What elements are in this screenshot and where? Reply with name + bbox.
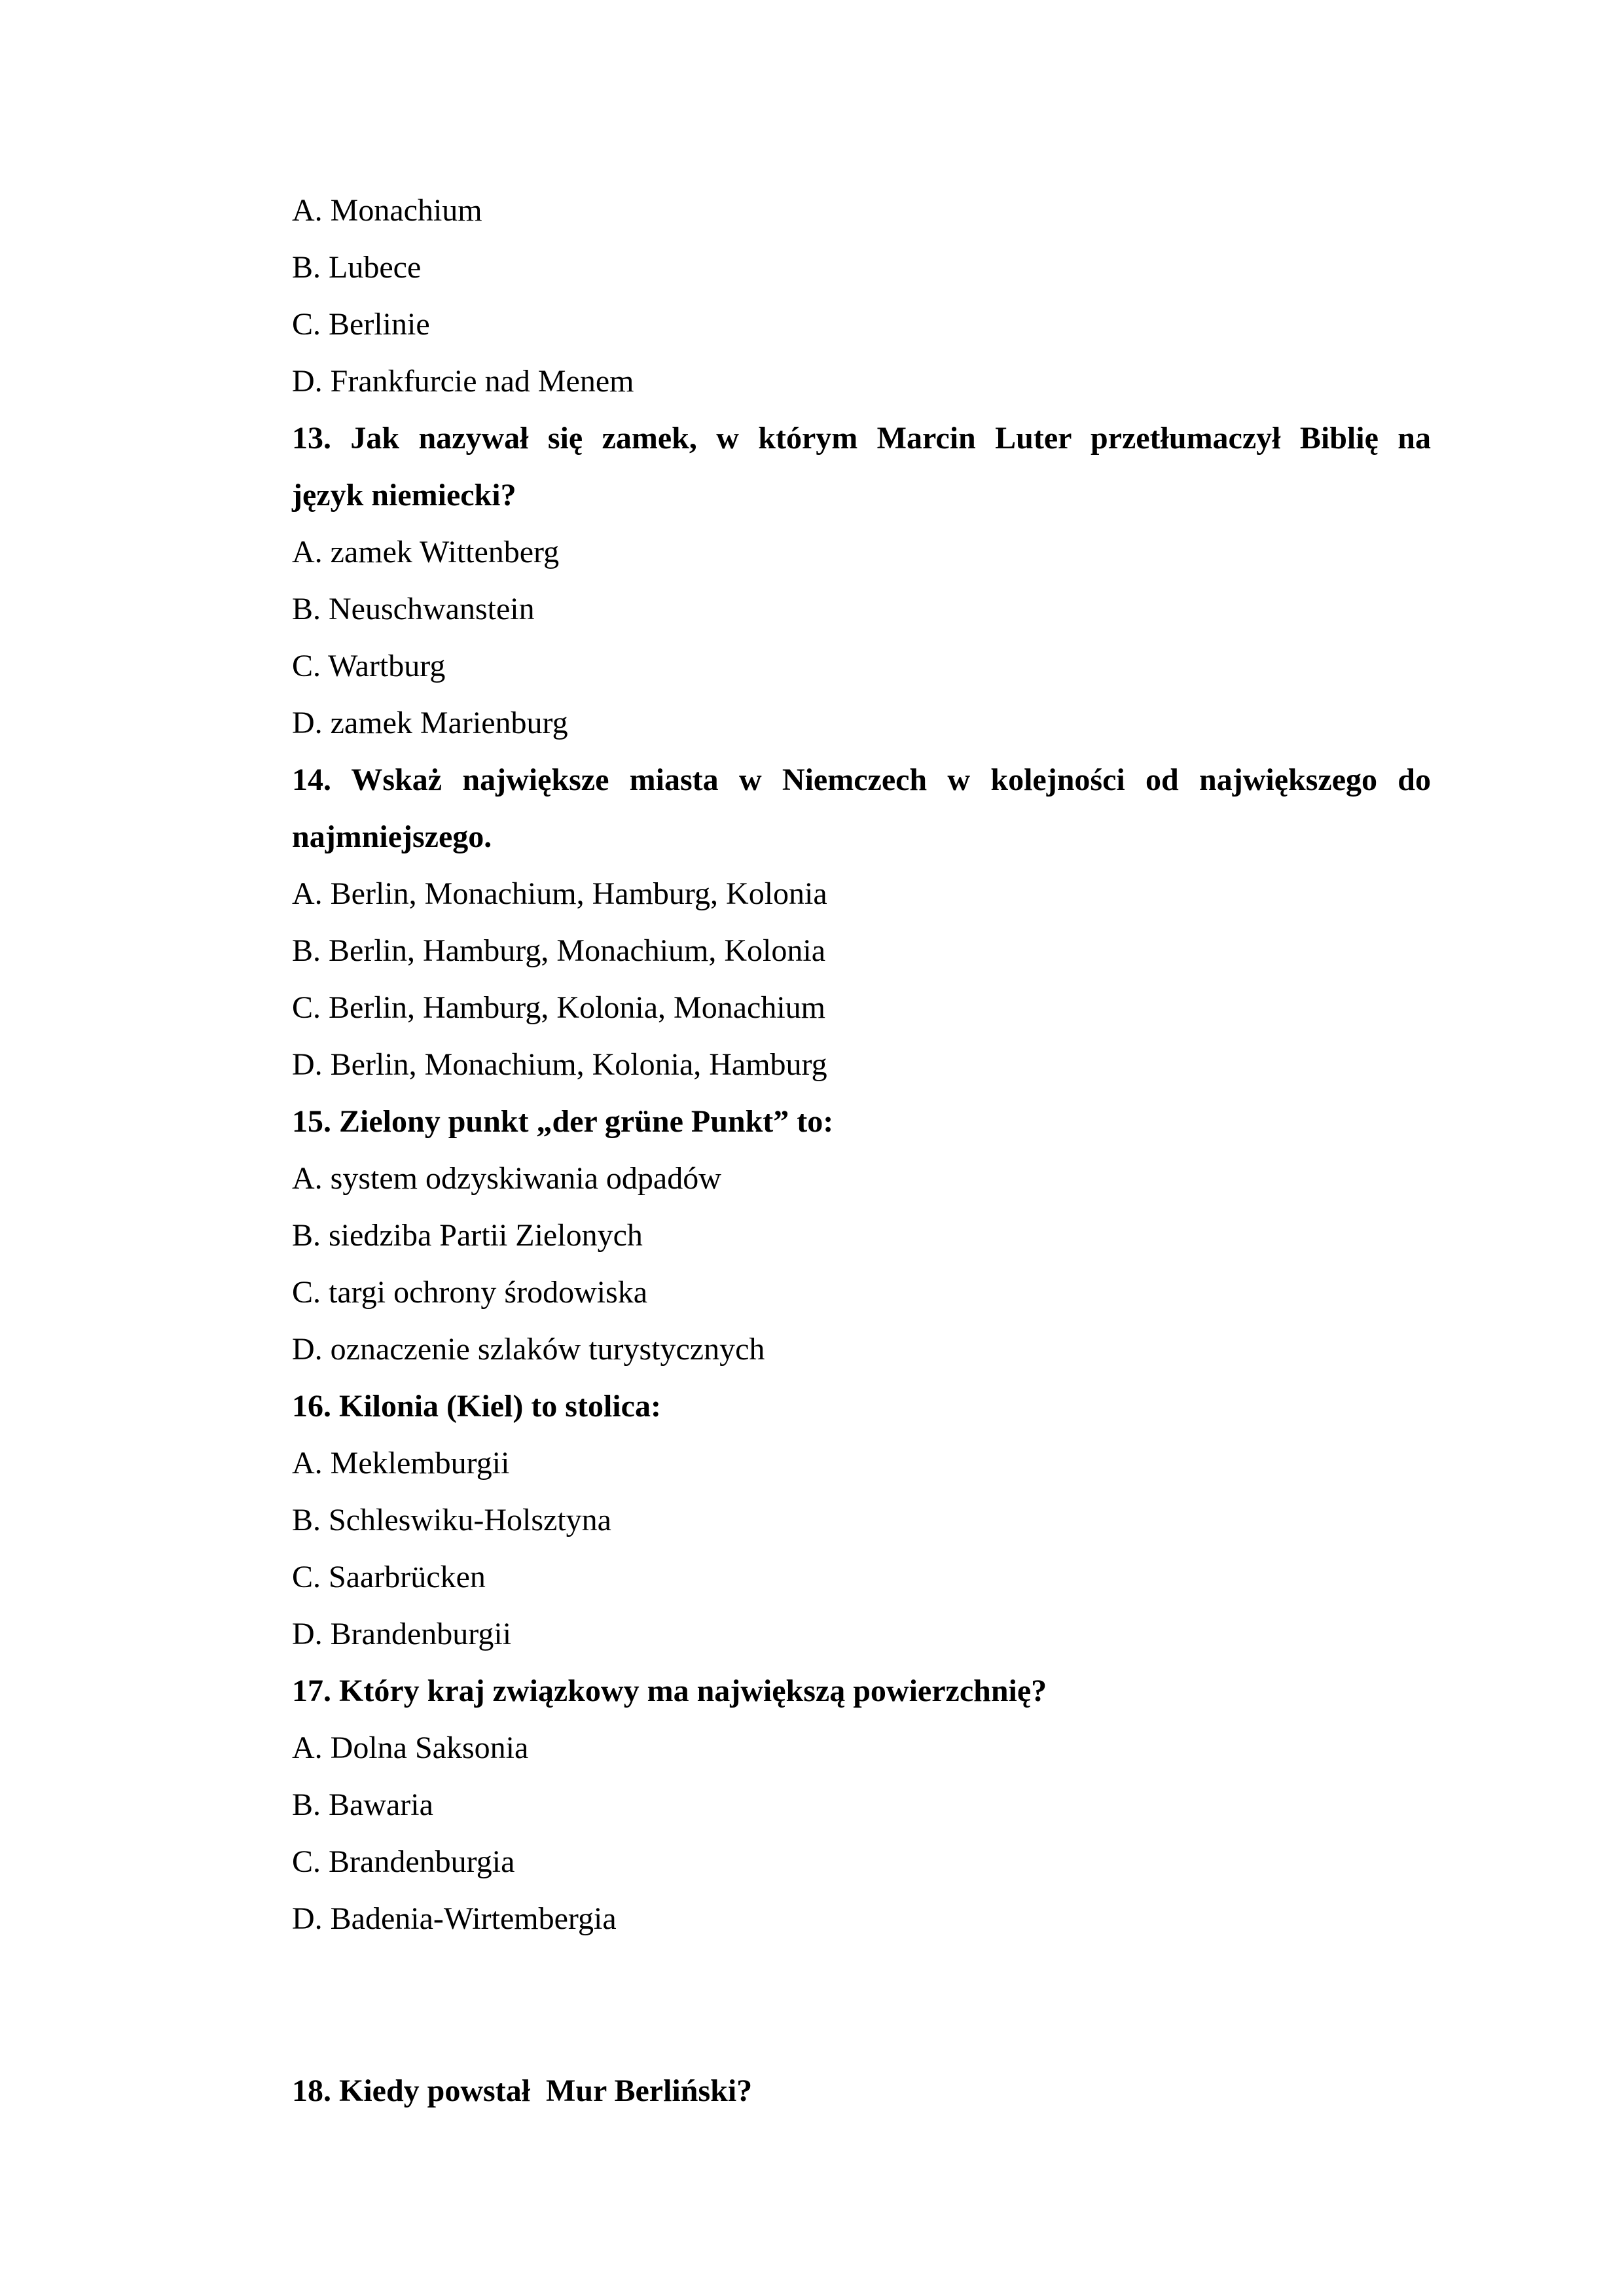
option-c: C. Berlin, Hamburg, Kolonia, Monachium [292,990,826,1025]
option-b: B. Neuschwanstein [292,592,535,626]
option-d: D. Brandenburgii [292,1617,512,1651]
question-16: 16. Kilonia (Kiel) to stolica: [292,1389,661,1424]
question-14-line1: 14. Wskaż największe miasta w Niemczech w kolejności od największego do [292,762,1431,797]
question-13-line1: 13. Jak nazywał się zamek, w którym Marcin Luter przetłumaczył Biblię na [292,421,1431,456]
option-d: D. Badenia-Wirtembergia [292,1901,617,1936]
option-b: B. siedziba Partii Zielonych [292,1218,643,1253]
option-c: C. Brandenburgia [292,1844,515,1879]
option-b: B. Bawaria [292,1787,433,1822]
option-c: C. Wartburg [292,649,446,683]
option-c: C. Saarbrücken [292,1560,486,1594]
option-b: B. Lubece [292,250,422,285]
option-a: A. Dolna Saksonia [292,1731,529,1765]
option-c: C. targi ochrony środowiska [292,1275,648,1310]
option-c: C. Berlinie [292,307,430,342]
question-18: 18. Kiedy powstał Mur Berliński? [292,2073,753,2108]
option-a: A. Monachium [292,193,482,228]
option-b: B. Schleswiku-Holsztyna [292,1503,611,1537]
option-d: D. Frankfurcie nad Menem [292,364,634,399]
question-15: 15. Zielony punkt „der grüne Punkt” to: [292,1104,834,1139]
option-a: A. system odzyskiwania odpadów [292,1161,721,1196]
option-d: D. oznaczenie szlaków turystycznych [292,1332,765,1367]
option-a: A. Berlin, Monachium, Hamburg, Kolonia [292,876,827,911]
option-d: D. Berlin, Monachium, Kolonia, Hamburg [292,1047,827,1082]
option-a: A. zamek Wittenberg [292,535,560,569]
question-14-line2: najmniejszego. [292,819,492,854]
question-17: 17. Który kraj związkowy ma największą powierzchnię? [292,1674,1047,1708]
question-13-line2: język niemiecki? [292,478,516,512]
option-b: B. Berlin, Hamburg, Monachium, Kolonia [292,933,826,968]
option-d: D. zamek Marienburg [292,706,568,740]
option-a: A. Meklemburgii [292,1446,510,1480]
